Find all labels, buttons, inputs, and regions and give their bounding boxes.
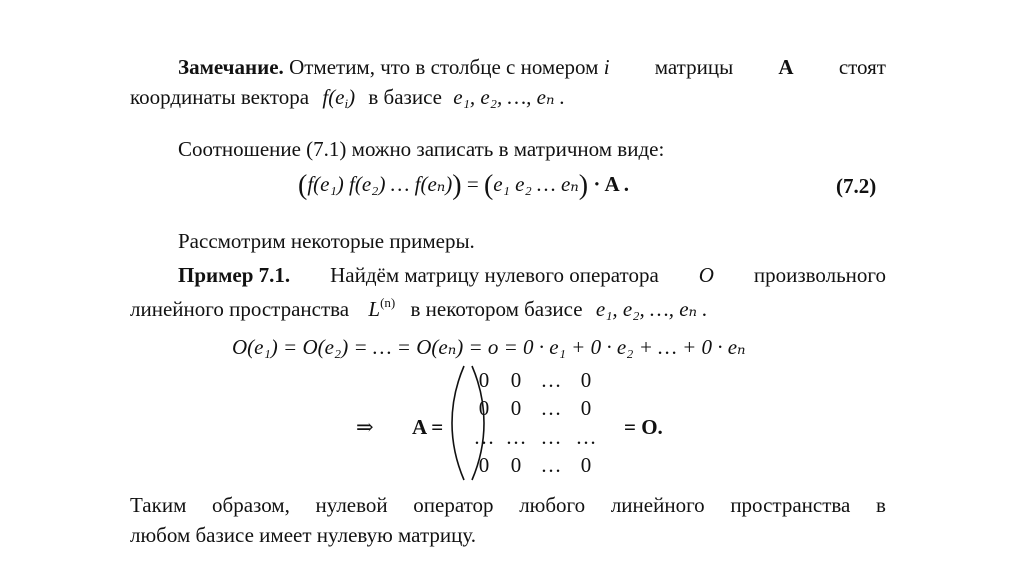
matrix-cell: 0 [580, 367, 592, 392]
formula-7-2-dot-A: · A . [593, 172, 629, 196]
matrix-left-paren [450, 364, 466, 482]
matrix-cell: 0 [510, 453, 522, 478]
implies-arrow: ⇒ [356, 415, 374, 439]
conclusion-line-2: любом базисе имеет нулевую матрицу. [130, 523, 477, 547]
equation-number-7-2: (7.2) [836, 174, 877, 198]
note-matrix-A: A [778, 55, 794, 79]
matrix-cell: … [540, 453, 562, 478]
note-line-2: координаты вектора $f(e_i)$ в базисе e₁, e₂, …, eₙ . [130, 85, 565, 111]
example-operator-O: O [698, 263, 714, 287]
example-line-2 [130, 296, 708, 322]
example-text-4: в некотором базисе [410, 297, 583, 321]
matrix-cell: 0 [478, 453, 490, 478]
note-label: Замечание. [178, 55, 284, 79]
conclusion-word: Таким [130, 493, 187, 517]
matrix-cell: 0 [478, 367, 490, 392]
conclusion-word: пространства [730, 493, 851, 517]
relation-text: Соотношение (7.1) можно записать в матричном виде: [178, 137, 665, 161]
matrix-cells [468, 366, 602, 480]
note-text-4: координаты вектора [130, 85, 310, 109]
conclusion-line-1 [130, 492, 886, 518]
note-text-1: Отметим, что в столбце с номером [289, 55, 599, 79]
matrix-cell: … [540, 424, 562, 449]
note-text-2: матрицы [654, 55, 734, 79]
example-text-3: линейного пространства [130, 297, 350, 321]
matrix-cell: 0 [580, 453, 592, 478]
matrix-result: = O. [624, 415, 663, 439]
note-text-3: стоят [838, 55, 886, 79]
note-text-5: в базисе [368, 85, 442, 109]
example-text-2: произвольного [753, 263, 886, 287]
example-space-L-sup: (n) [380, 295, 396, 310]
note-vector-f: f(e [322, 85, 345, 109]
example-space-L: L [368, 297, 381, 321]
formula-7-2: (f(e₁) f(e₂) … f(eₙ)) = (e₁ e₂ … eₙ) · A . [298, 170, 629, 201]
matrix-A-equals: A = [412, 415, 444, 439]
matrix-cell: … [540, 367, 562, 392]
conclusion-word: образом, [212, 493, 290, 517]
matrix-cell: … [473, 424, 495, 449]
matrix-cell: … [505, 424, 527, 449]
example-basis: e₁, e₂, …, eₙ . [595, 297, 708, 321]
matrix-cell: … [575, 424, 597, 449]
matrix-cell: 0 [580, 396, 592, 421]
conclusion-word: любого [519, 493, 586, 517]
example-text-1: Найдём матрицу нулевого оператора [330, 263, 659, 287]
matrix-cell: … [540, 396, 562, 421]
example-line-1 [178, 262, 886, 288]
matrix-cell: 0 [510, 396, 522, 421]
conclusion-word: в [876, 493, 886, 517]
conclusion-word: нулевой [315, 493, 388, 517]
formula-zero-operator: O(e₁) = O(e₂) = … = O(eₙ) = o = 0 · e₁ + 0 · e₂ + … + 0 · eₙ [232, 335, 746, 359]
conclusion-word: линейного [610, 493, 705, 517]
formula-7-2-lhs: f(e₁) f(e₂) … f(eₙ) [307, 172, 453, 196]
example-label: Пример 7.1. [178, 263, 291, 287]
examples-text: Рассмотрим некоторые примеры. [178, 229, 475, 253]
matrix-cell: 0 [510, 367, 522, 392]
matrix-cell: 0 [478, 396, 490, 421]
formula-7-2-rhs: e₁ e₂ … eₙ [493, 172, 579, 196]
note-basis: e₁, e₂, …, eₙ . [453, 85, 565, 109]
note-line-1 [178, 54, 886, 80]
conclusion-word: оператор [413, 493, 494, 517]
note-var-i: i [603, 55, 610, 79]
zero-matrix [450, 364, 620, 482]
